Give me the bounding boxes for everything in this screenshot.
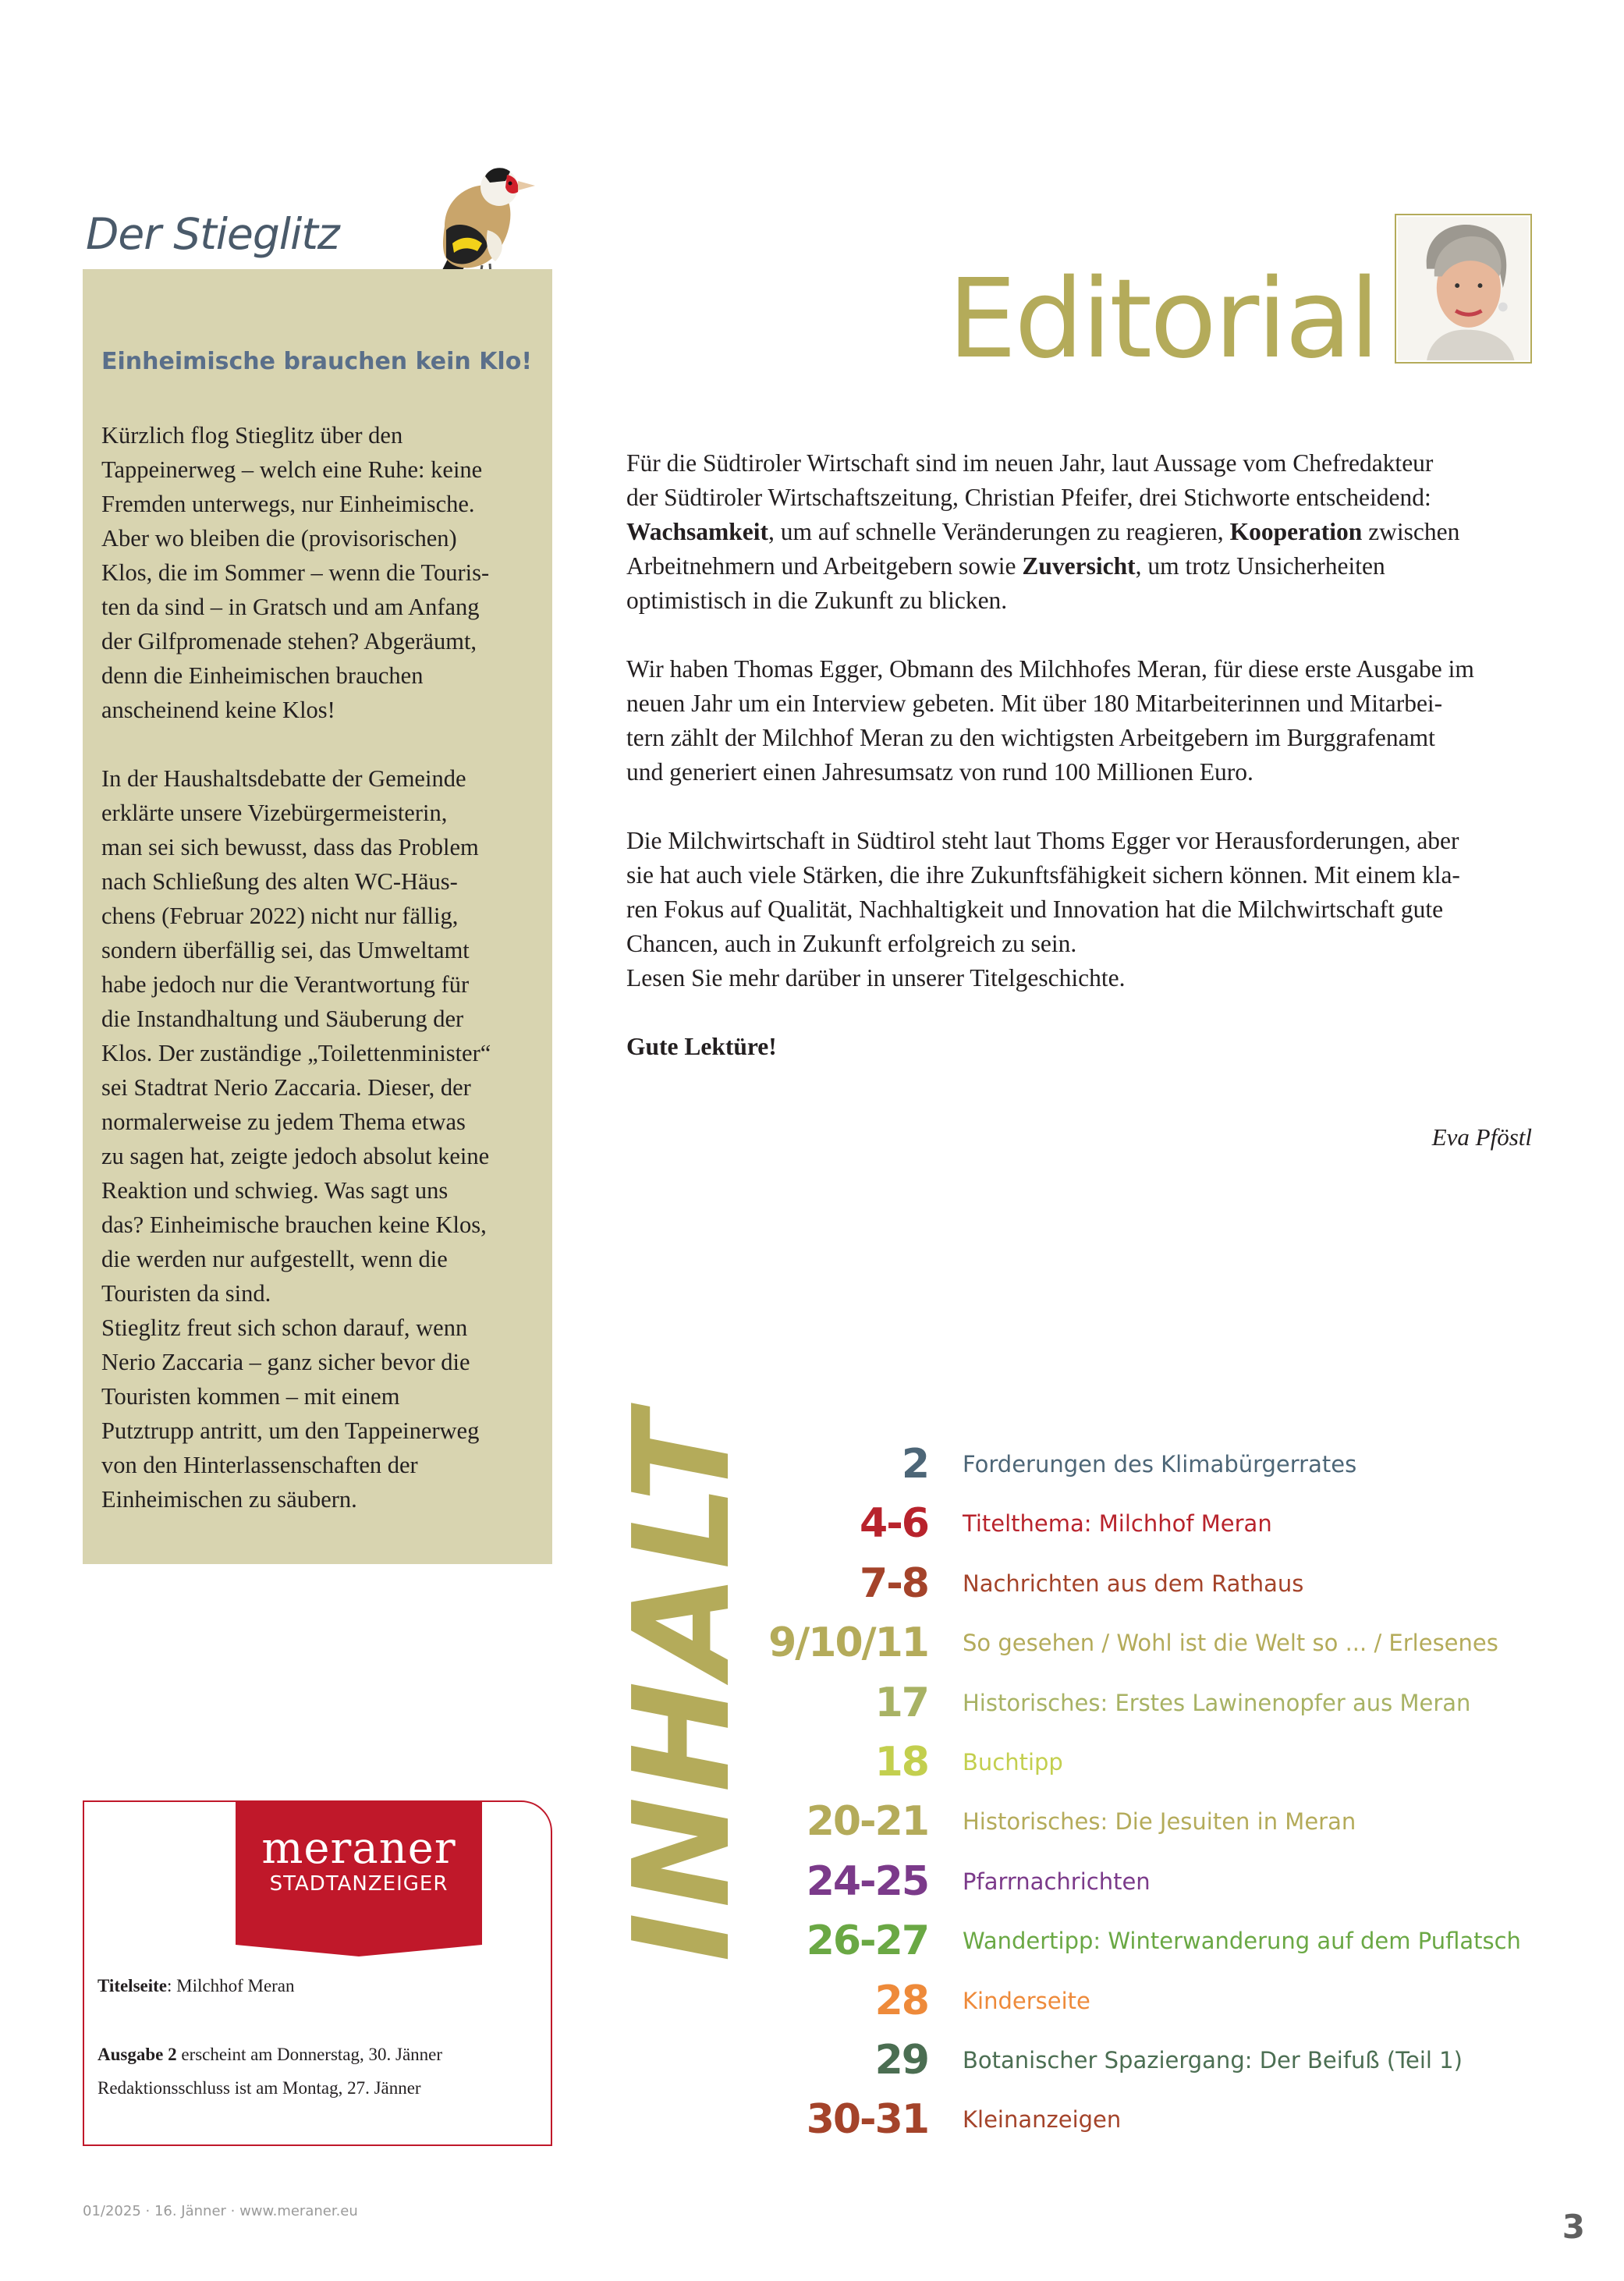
- toc-row: [702, 1437, 1576, 1492]
- text-line: denn die Einheimischen brauchen: [101, 662, 424, 689]
- author-photo: [1395, 214, 1532, 364]
- toc-row: [702, 1616, 1576, 1670]
- text-span: Arbeitnehmern und Arbeitgebern sowie: [626, 552, 1023, 580]
- text-line: sie hat auch viele Stärken, die ihre Zukunftsfähigkeit sichern können. Mit einem kla-: [626, 861, 1460, 889]
- toc-row: [702, 1676, 1576, 1730]
- text-line: der Gilfpromenade stehen? Abgeräumt,: [101, 628, 477, 655]
- toc-row: [702, 1496, 1576, 1551]
- text-line: Putztrupp antritt, um den Tappeinerweg: [101, 1417, 480, 1444]
- toc-page-number: 20-21: [806, 1798, 928, 1846]
- text-line: Chancen, auch in Zukunft erfolgreich zu sein.: [626, 930, 1077, 957]
- imprint-cover: [98, 1974, 295, 1998]
- column-title: Der Stieglitz: [86, 209, 339, 259]
- keyword-wachsamkeit: Wachsamkeit: [626, 518, 769, 545]
- text-line: anscheinend keine Klos!: [101, 697, 335, 723]
- text-line: nach Schließung des alten WC-Häus-: [101, 868, 458, 895]
- toc-row: [702, 1794, 1576, 1849]
- text-line: In der Haushaltsdebatte der Gemeinde: [101, 765, 466, 792]
- text-line: sei Stadtrat Nerio Zaccaria. Dieser, der: [101, 1074, 471, 1101]
- toc-page-number: 30-31: [806, 2096, 928, 2144]
- text-line: Tappeinerweg – welch eine Ruhe: keine: [101, 456, 483, 483]
- toc-entry-label: Wandertipp: Winterwanderung auf dem Puflatsch: [963, 1928, 1521, 1955]
- toc-page-number: 29: [874, 2037, 928, 2084]
- text-line: chens (Februar 2022) nicht nur fällig,: [101, 903, 459, 929]
- text-line: der Südtiroler Wirtschaftszeitung, Christian Pfeifer, drei Stichworte entscheidend:: [626, 484, 1431, 511]
- text-span: , um trotz Unsicherheiten: [1135, 552, 1385, 580]
- toc-entry-label: Forderungen des Klimabürgerrates: [963, 1451, 1357, 1478]
- text-line: Reaktion und schwieg. Was sagt uns: [101, 1177, 449, 1204]
- toc-page-number: 2: [901, 1441, 928, 1488]
- toc-page-number: 28: [874, 1977, 928, 2024]
- text-line: Die Milchwirtschaft in Südtirol steht laut Thoms Egger vor Herausforderungen, aber: [626, 827, 1459, 854]
- text-line: Kürzlich flog Stieglitz über den: [101, 422, 403, 449]
- toc-row: [702, 2092, 1576, 2147]
- editorial-closing: Gute Lektüre!: [626, 1033, 777, 1060]
- text-line: erklärte unsere Vizebürgermeisterin,: [101, 800, 448, 826]
- toc-row: [702, 1974, 1576, 2028]
- imprint-cover-value: : Milchhof Meran: [167, 1976, 295, 1995]
- imprint-issue-label: Ausgabe 2: [98, 2045, 177, 2064]
- text-line: habe jedoch nur die Verantwortung für: [101, 971, 470, 998]
- text-line: zu sagen hat, zeigte jedoch absolut keine: [101, 1143, 490, 1169]
- text-line: [626, 515, 1537, 549]
- text-line: normalerweise zu jedem Thema etwas: [101, 1109, 466, 1135]
- editorial-paragraph-3: [626, 824, 1537, 995]
- toc-page-number: 26-27: [806, 1917, 928, 1965]
- imprint-issue-date: erscheint am Donnerstag, 30. Jänner: [176, 2045, 443, 2064]
- toc-page-number: 7-8: [860, 1559, 928, 1607]
- text-line: man sei sich bewusst, dass das Problem: [101, 834, 479, 860]
- toc-row: [702, 1854, 1576, 1909]
- toc-entry-label: Pfarrnachrichten: [963, 1868, 1151, 1895]
- text-line: das? Einheimische brauchen keine Klos,: [101, 1211, 487, 1238]
- page-number: 3: [1562, 2208, 1585, 2246]
- text-line: Für die Südtiroler Wirtschaft sind im neuen Jahr, laut Aussage vom Chefredakteur: [626, 449, 1434, 477]
- text-line: und generiert einen Jahresumsatz von rund 100 Millionen Euro.: [626, 758, 1253, 786]
- column-paragraph-1: [101, 418, 538, 727]
- text-line: Touristen kommen – mit einem: [101, 1383, 400, 1410]
- text-line: Wir haben Thomas Egger, Obmann des Milchhofes Meran, für diese erste Ausgabe im: [626, 655, 1474, 683]
- text-line: tern zählt der Milchhof Meran zu den wichtigsten Arbeitgebern im Burggrafenamt: [626, 724, 1435, 751]
- text-span: zwischen: [1362, 518, 1460, 545]
- text-line: [626, 549, 1537, 584]
- footer-info: 01/2025 · 16. Jänner · www.meraner.eu: [83, 2203, 358, 2219]
- toc-entry-label: Buchtipp: [963, 1749, 1063, 1775]
- text-line: Lesen Sie mehr darüber in unserer Titelgeschichte.: [626, 964, 1126, 992]
- text-span: , um auf schnelle Veränderungen zu reagieren,: [768, 518, 1230, 545]
- toc-entry-label: Botanischer Spaziergang: Der Beifuß (Teil 1): [963, 2047, 1463, 2073]
- text-line: Fremden unterwegs, nur Einheimische.: [101, 491, 475, 517]
- text-line: Klos, die im Sommer – wenn die Touris-: [101, 559, 490, 586]
- text-line: Nerio Zaccaria – ganz sicher bevor die: [101, 1349, 470, 1375]
- text-line: die werden nur aufgestellt, wenn die: [101, 1246, 448, 1272]
- text-line: Stieglitz freut sich schon darauf, wenn: [101, 1314, 468, 1341]
- toc-row: [702, 2033, 1576, 2088]
- text-line: Aber wo bleiben die (provisorischen): [101, 525, 457, 552]
- toc-entry-label: So gesehen / Wohl ist die Welt so ... / Erlesenes: [963, 1630, 1498, 1657]
- text-line: ten da sind – in Gratsch und am Anfang: [101, 594, 480, 620]
- toc-entry-label: Historisches: Die Jesuiten in Meran: [963, 1808, 1356, 1836]
- toc-page-number: 18: [874, 1739, 928, 1786]
- text-line: die Instandhaltung und Säuberung der: [101, 1006, 464, 1032]
- column-heading: Einheimische brauchen kein Klo!: [101, 348, 533, 375]
- keyword-zuversicht: Zuversicht: [1022, 552, 1136, 580]
- editorial-paragraph-1: [626, 446, 1537, 618]
- text-line: sondern überfällig sei, das Umweltamt: [101, 937, 470, 963]
- editorial-paragraph-2: [626, 652, 1537, 789]
- toc-page-number: 9/10/11: [768, 1619, 928, 1667]
- text-line: ren Fokus auf Qualität, Nachhaltigkeit und Innovation hat die Milchwirtschaft gute: [626, 896, 1444, 923]
- text-line: Einheimischen zu säubern.: [101, 1486, 357, 1513]
- editorial-signature: Eva Pföstl: [1431, 1123, 1532, 1151]
- logo-name: meraner: [261, 1823, 456, 1874]
- toc-page-number: 17: [874, 1679, 928, 1726]
- text-line: von den Hinterlassenschaften der: [101, 1452, 418, 1478]
- toc-row: [702, 1556, 1576, 1611]
- imprint-cover-label: Titelseite: [98, 1976, 167, 1995]
- text-line: neuen Jahr um ein Interview gebeten. Mit über 180 Mitarbeiterinnen und Mitarbei-: [626, 690, 1443, 717]
- column-paragraph-2: [101, 761, 538, 1517]
- text-line: Touristen da sind.: [101, 1280, 271, 1307]
- toc-entry-label: Kleinanzeigen: [963, 2106, 1122, 2134]
- contents-heading: INHALT: [605, 1407, 760, 1962]
- toc-page-number: 24-25: [806, 1857, 928, 1905]
- imprint-issue: [98, 2043, 442, 2066]
- keyword-kooperation: Kooperation: [1229, 518, 1363, 545]
- imprint-deadline: Redaktionsschluss ist am Montag, 27. Jänner: [98, 2078, 421, 2098]
- logo-subtitle: STADTANZEIGER: [269, 1872, 449, 1896]
- toc-page-number: 4-6: [860, 1500, 928, 1548]
- text-line: Klos. Der zuständige „Toilettenminister“: [101, 1040, 491, 1066]
- editorial-title: Editorial: [948, 256, 1378, 383]
- text-line: optimistisch in die Zukunft zu blicken.: [626, 587, 1008, 614]
- toc-entry-label: Kinderseite: [963, 1987, 1090, 2014]
- toc-entry-label: Titelthema: Milchhof Meran: [963, 1510, 1272, 1538]
- toc-entry-label: Nachrichten aus dem Rathaus: [963, 1570, 1304, 1597]
- toc-entry-label: Historisches: Erstes Lawinenopfer aus Meran: [963, 1689, 1471, 1716]
- toc-row: [702, 1914, 1576, 1968]
- toc-row: [702, 1735, 1576, 1790]
